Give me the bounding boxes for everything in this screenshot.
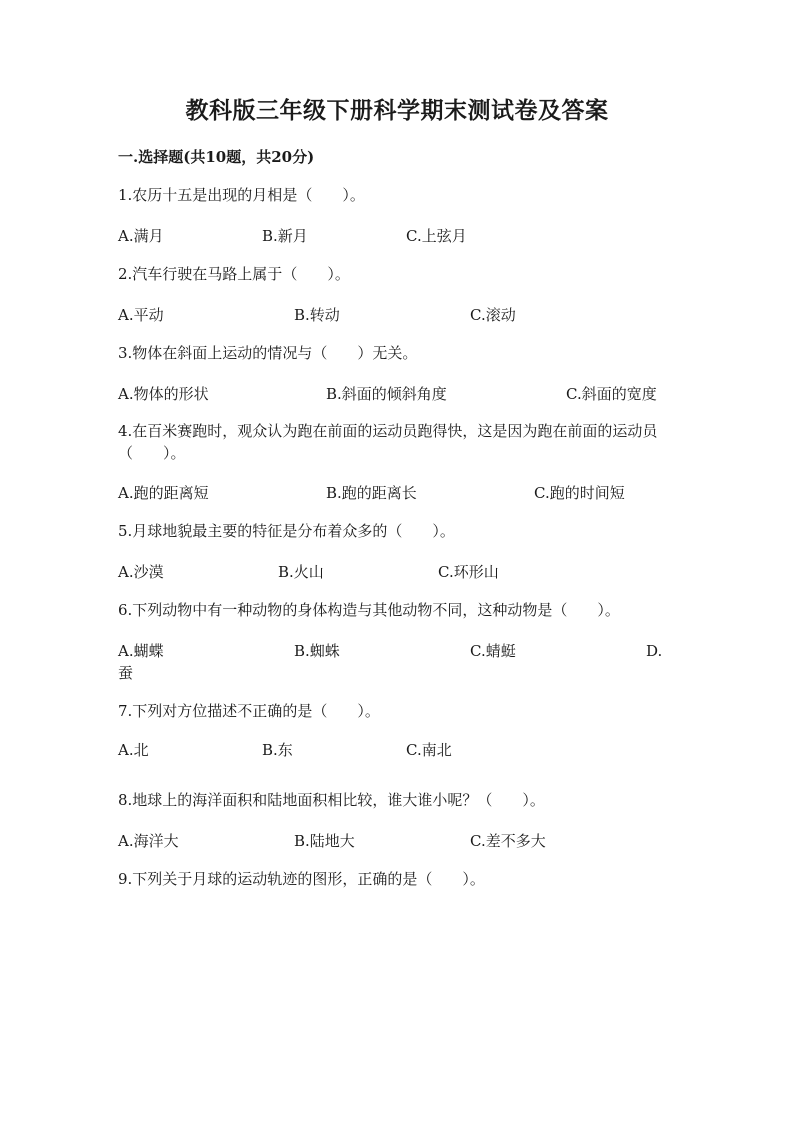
question-9: 9.下列关于月球的运动轨迹的图形，正确的是（ ）。 bbox=[118, 870, 485, 888]
section-heading: 一.选择题(共10题，共20分) bbox=[118, 148, 315, 166]
question-4-option-a[interactable]: A.跑的距离短 bbox=[118, 484, 209, 502]
question-1-option-b[interactable]: B.新月 bbox=[262, 227, 308, 245]
question-2-option-a[interactable]: A.平动 bbox=[118, 306, 164, 324]
page-title: 教科版三年级下册科学期末测试卷及答案 bbox=[185, 97, 609, 124]
question-2-option-c[interactable]: C.滚动 bbox=[470, 306, 516, 324]
question-4-option-b[interactable]: B.跑的距离长 bbox=[326, 484, 417, 502]
question-8-option-b[interactable]: B.陆地大 bbox=[294, 832, 355, 850]
question-8: 8.地球上的海洋面积和陆地面积相比较，谁大谁小呢？（ ）。 bbox=[118, 791, 545, 809]
question-3-option-a[interactable]: A.物体的形状 bbox=[118, 385, 209, 403]
question-1: 1.农历十五是出现的月相是（ ）。 bbox=[118, 186, 365, 204]
question-8-option-c[interactable]: C.差不多大 bbox=[470, 832, 546, 850]
question-6-option-b[interactable]: B.蜘蛛 bbox=[294, 642, 340, 660]
question-7-option-a[interactable]: A.北 bbox=[118, 741, 149, 759]
question-7-option-b[interactable]: B.东 bbox=[262, 741, 293, 759]
question-6-option-d-text[interactable]: 蚕 bbox=[118, 664, 134, 682]
question-5-option-b[interactable]: B.火山 bbox=[278, 563, 324, 581]
question-4-option-c[interactable]: C.跑的时间短 bbox=[534, 484, 625, 502]
question-3-option-c[interactable]: C.斜面的宽度 bbox=[566, 385, 657, 403]
question-5: 5.月球地貌最主要的特征是分布着众多的（ ）。 bbox=[118, 522, 455, 540]
question-1-option-a[interactable]: A.满月 bbox=[118, 227, 164, 245]
question-4: 4.在百米赛跑时，观众认为跑在前面的运动员跑得快，这是因为跑在前面的运动员（ ）。 bbox=[118, 422, 658, 462]
question-3-option-b[interactable]: B.斜面的倾斜角度 bbox=[326, 385, 447, 403]
question-2-option-b[interactable]: B.转动 bbox=[294, 306, 340, 324]
question-1-option-c[interactable]: C.上弦月 bbox=[406, 227, 467, 245]
question-5-option-c[interactable]: C.环形山 bbox=[438, 563, 499, 581]
question-6: 6.下列动物中有一种动物的身体构造与其他动物不同，这种动物是（ ）。 bbox=[118, 601, 620, 619]
question-8-option-a[interactable]: A.海洋大 bbox=[118, 832, 179, 850]
question-3: 3.物体在斜面上运动的情况与（ ）无关。 bbox=[118, 344, 418, 362]
question-7: 7.下列对方位描述不正确的是（ ）。 bbox=[118, 702, 380, 720]
question-2: 2.汽车行驶在马路上属于（ ）。 bbox=[118, 265, 350, 283]
question-6-option-a[interactable]: A.蝴蝶 bbox=[118, 642, 164, 660]
question-6-option-c[interactable]: C.蜻蜓 bbox=[470, 642, 516, 660]
question-7-option-c[interactable]: C.南北 bbox=[406, 741, 452, 759]
question-5-option-a[interactable]: A.沙漠 bbox=[118, 563, 164, 581]
question-6-option-d[interactable]: D. bbox=[646, 642, 663, 660]
